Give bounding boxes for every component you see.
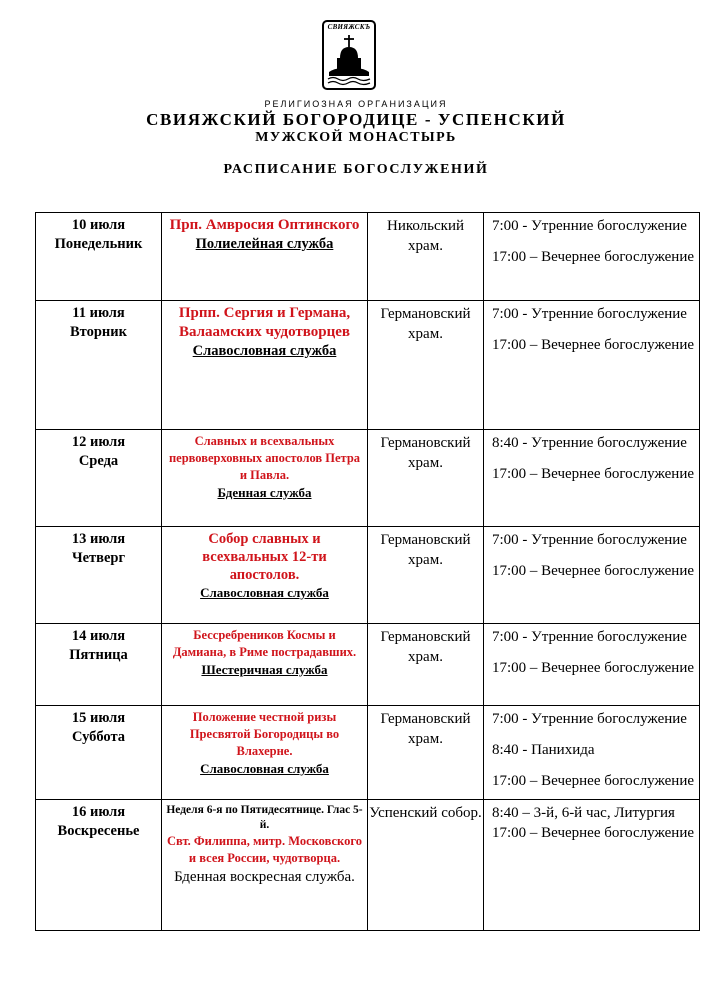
saint-name: Собор славных и всехвальных 12-ти апостолов. <box>202 531 327 583</box>
service-time: 8:40 - Панихида <box>492 742 595 758</box>
church: Германовский храм. <box>368 527 484 624</box>
saint-name: Прп. Амвросия Оптинского <box>169 217 360 233</box>
services-cell <box>484 800 700 931</box>
services-cell <box>484 706 700 800</box>
service-type: Славословная служба <box>192 343 337 359</box>
service-time: 17:00 – Вечернее богослужение <box>492 466 695 482</box>
weekday: Суббота <box>71 729 126 745</box>
date: 11 июля <box>72 305 125 321</box>
saint-cell <box>162 624 368 706</box>
weekday: Понедельник <box>54 236 143 252</box>
monastery-name: СВИЯЖСКИЙ БОГОРОДИЦЕ - УСПЕНСКИЙ <box>146 110 566 129</box>
service-time: 7:00 - Утренние богослужение <box>492 218 687 234</box>
saint-cell <box>162 706 368 800</box>
date: 16 июля <box>71 804 126 820</box>
logo-text: СВИЯЖСКЪ <box>327 23 371 31</box>
service-time: 8:40 – 3-й, 6-й час, Литургия <box>492 805 675 821</box>
services-cell <box>484 430 700 527</box>
schedule-table <box>35 212 700 931</box>
schedule-row <box>36 527 700 624</box>
date: 14 июля <box>71 628 126 644</box>
organization-label: РЕЛИГИОЗНАЯ ОРГАНИЗАЦИЯ <box>264 99 448 109</box>
day-cell <box>36 527 162 624</box>
church: Никольский храм. <box>368 213 484 301</box>
service-time: 8:40 - Утренние богослужение <box>492 435 687 451</box>
saint-cell <box>162 213 368 301</box>
service-time: 17:00 – Вечернее богослужение <box>492 563 695 579</box>
weekday: Вторник <box>70 324 127 340</box>
services-cell <box>484 213 700 301</box>
date: 12 июля <box>71 434 126 450</box>
weekday: Пятница <box>69 647 128 663</box>
service-type: Полиелейная служба <box>195 236 334 252</box>
service-time: 7:00 - Утренние богослужение <box>492 629 687 645</box>
saint-name: Бессребреников Космы и Дамиана, в Риме пострадавших. <box>172 628 357 659</box>
service-type: Славословная служба <box>200 761 329 776</box>
date: 13 июля <box>71 531 126 547</box>
saint-cell <box>162 430 368 527</box>
schedule-title: РАСПИСАНИЕ БОГОСЛУЖЕНИЙ <box>223 162 489 177</box>
service-time: 17:00 – Вечернее богослужение <box>492 249 695 265</box>
weekday: Среда <box>78 453 119 469</box>
schedule-row <box>36 213 700 301</box>
service-type: Шестеричная служба <box>201 662 328 677</box>
service-type: Бденная воскресная служба. <box>174 869 355 885</box>
schedule-row <box>36 301 700 430</box>
saint-name: Положение честной ризы Пресвятой Богородицы во Влахерне. <box>189 710 340 758</box>
schedule-row <box>36 800 700 931</box>
saint-cell <box>162 301 368 430</box>
date: 10 июля <box>71 217 126 233</box>
service-type: Бденная служба <box>217 485 312 500</box>
service-time: 17:00 – Вечернее богослужение <box>492 660 695 676</box>
service-time: 7:00 - Утренние богослужение <box>492 306 687 322</box>
service-time: 17:00 – Вечернее богослужение <box>492 773 695 789</box>
church: Германовский храм. <box>368 706 484 800</box>
monastery-type: МУЖСКОЙ МОНАСТЫРЬ <box>255 130 457 145</box>
liturgical-week-note: Неделя 6-я по Пятидесятнице. Глас 5-й. <box>166 804 363 831</box>
day-cell <box>36 301 162 430</box>
services-cell <box>484 624 700 706</box>
services-cell <box>484 527 700 624</box>
day-cell <box>36 800 162 931</box>
saint-cell <box>162 527 368 624</box>
day-cell <box>36 213 162 301</box>
church: Германовский храм. <box>368 624 484 706</box>
monastery-logo <box>322 20 376 90</box>
schedule-row <box>36 706 700 800</box>
date: 15 июля <box>71 710 126 726</box>
weekday: Воскресенье <box>57 823 140 839</box>
day-cell <box>36 706 162 800</box>
church: Успенский собор. <box>368 800 484 931</box>
church: Германовский храм. <box>368 430 484 527</box>
saint-cell <box>162 800 368 931</box>
service-time: 7:00 - Утренние богослужение <box>492 532 687 548</box>
service-time: 17:00 – Вечернее богослужение <box>492 337 695 353</box>
schedule-row <box>36 624 700 706</box>
service-type: Славословная служба <box>200 585 329 600</box>
saint-name: Славных и всехвальных первоверховных апостолов Петра и Павла. <box>168 434 361 482</box>
day-cell <box>36 624 162 706</box>
schedule-row <box>36 430 700 527</box>
saint-name: Свт. Филиппа, митр. Московского и всея России, чудотворца. <box>167 834 362 865</box>
service-time: 7:00 - Утренние богослужение <box>492 711 687 727</box>
weekday: Четверг <box>71 550 126 566</box>
church: Германовский храм. <box>368 301 484 430</box>
service-time: 17:00 – Вечернее богослужение <box>492 825 695 841</box>
services-cell <box>484 301 700 430</box>
day-cell <box>36 430 162 527</box>
saint-name: Прпп. Сергия и Германа, Валаамских чудотворцев <box>178 305 351 340</box>
